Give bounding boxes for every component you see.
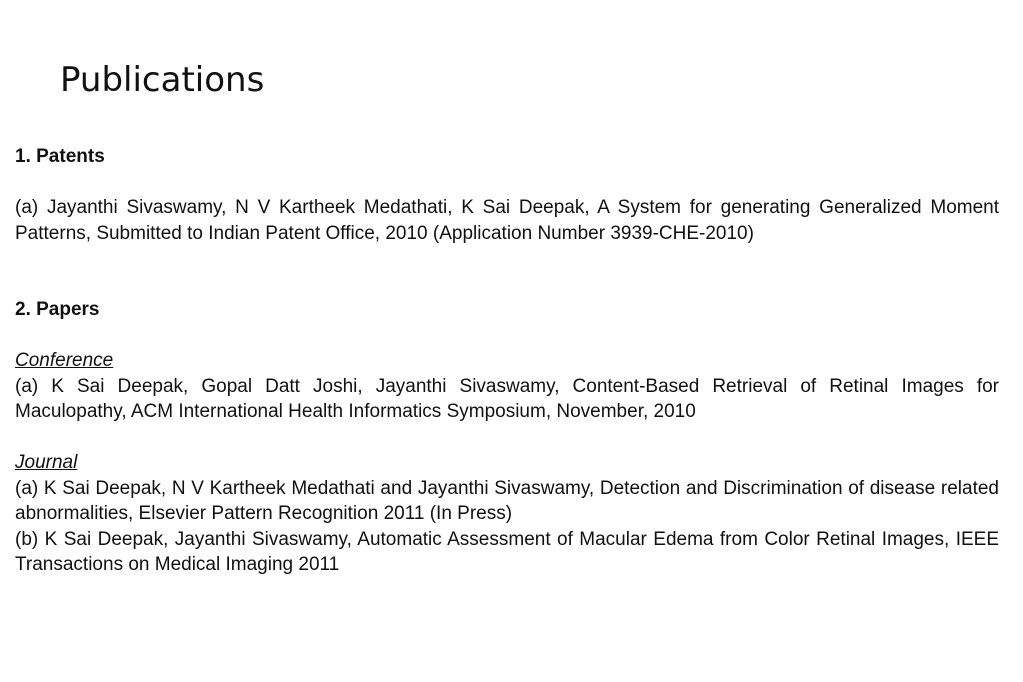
journal-item-b: (b) K Sai Deepak, Jayanthi Sivaswamy, Automatic Assessment of Macular Edema from Color Retinal Images, IEEE Transactions on Medical Imaging 2011 — [15, 528, 999, 575]
conference-label: Conference — [15, 350, 114, 371]
spacer — [15, 323, 999, 349]
patents-heading: 1. Patents — [15, 146, 105, 167]
spacer — [15, 246, 999, 297]
patent-item: (a) Jayanthi Sivaswamy, N V Kartheek Medathati, K Sai Deepak, A System for generating Generalized Moment Patterns, Submitted to Indian Patent Office, 2010 (Application Number 3939-CHE-2010) — [15, 197, 999, 244]
spacer — [15, 170, 999, 196]
conference-item: (a) K Sai Deepak, Gopal Datt Joshi, Jayanthi Sivaswamy, Content-Based Retrieval of Retinal Images for Maculopathy, ACM International Health Informatics Symposium, November, 2010 — [15, 375, 999, 422]
journal-item-a: (a) K Sai Deepak, N V Kartheek Medathati and Jayanthi Sivaswamy, Detection and Discrimination of disease related abnormalities, Elsevier Pattern Recognition 2011 (In Press) — [15, 477, 999, 524]
papers-heading: 2. Papers — [15, 299, 100, 320]
page-title: Publications — [60, 60, 265, 100]
publications-content — [15, 144, 999, 578]
spacer — [15, 425, 999, 451]
journal-label: Journal — [15, 452, 78, 473]
